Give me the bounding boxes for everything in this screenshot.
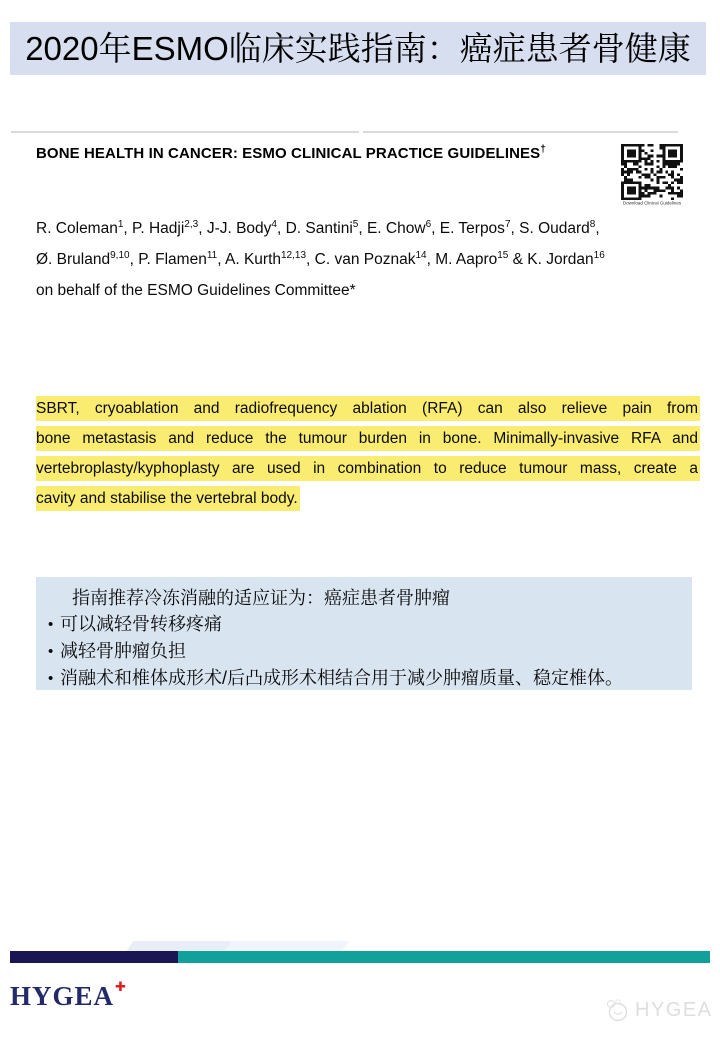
author-line: R. Coleman$^1$, P. Hadji$^{2,3}$, J-J. Body$^4$, D. Santini$^5$, E. Chow$^6$, E. Terpos$^7$, S. Oudard$^8$, <box>36 218 600 237</box>
dagger-symbol: † <box>540 144 546 155</box>
red-cross-icon: ✚ <box>115 979 126 994</box>
footer-bar-navy <box>10 951 178 963</box>
divider-line-right <box>363 131 678 133</box>
paper-heading-text: BONE HEALTH IN CANCER: ESMO CLINICAL PRACTICE GUIDELINES <box>36 145 541 162</box>
highlighted-paragraph <box>36 394 700 514</box>
recommendation-box <box>36 577 692 690</box>
slide-title: 2020年ESMO临床实践指南：癌症患者骨健康 <box>25 30 691 67</box>
recommendation-bullet <box>36 638 692 665</box>
qr-code-pattern <box>621 144 683 200</box>
author-line: Ø. Bruland$^{9,10}$, P. Flamen$^{11}$, A. Kurth$^{12,13}$, C. van Poznak$^{14}$, M. Aapro$^{15}$ & K. Jordan$^{16}$ <box>36 249 605 268</box>
bullet-text: 消融术和椎体成形术/后凸成形术相结合用于减少肿瘤质量、稳定椎体。 <box>60 668 623 688</box>
hygea-logo <box>10 981 126 1011</box>
highlighted-line: SBRT, cryoablation and radiofrequency ablation (RFA) can also relieve pain from <box>36 394 700 424</box>
paper-heading <box>36 145 611 162</box>
recommendation-bullet <box>36 611 692 638</box>
highlighted-line: bone metastasis and reduce the tumour burden in bone. Minimally-invasive RFA and <box>36 424 700 454</box>
recommendation-bullets <box>36 611 692 692</box>
footer-bar-teal <box>178 951 710 963</box>
recommendation-bullet <box>36 665 692 692</box>
hygea-watermark-icon <box>604 997 630 1023</box>
hygea-logo-text: HYGEA <box>10 981 115 1011</box>
bullet-dot: • <box>48 616 54 633</box>
bullet-dot: • <box>48 643 54 660</box>
slide-title-banner <box>10 22 706 75</box>
author-line: on behalf of the ESMO Guidelines Committee* <box>36 282 356 299</box>
highlighted-line: cavity and stabilise the vertebral body. <box>36 484 700 514</box>
hygea-watermark-text: HYGEA <box>635 998 713 1021</box>
divider-line-left <box>11 131 359 133</box>
highlighted-line: vertebroplasty/kyphoplasty are used in combination to reduce tumour mass, create a <box>36 454 700 484</box>
bullet-text: 减轻骨肿瘤负担 <box>60 641 186 661</box>
bullet-text: 可以减轻骨转移疼痛 <box>60 614 222 634</box>
qr-caption: Download Clinical Guidelines <box>622 201 682 207</box>
qr-code <box>621 144 683 200</box>
author-block <box>36 213 676 306</box>
hygea-watermark <box>604 997 713 1023</box>
bullet-dot: • <box>48 670 54 687</box>
footer-deco-shape <box>224 941 349 951</box>
recommendation-title: 指南推荐冷冻消融的适应证为：癌症患者骨肿瘤 <box>72 588 450 608</box>
